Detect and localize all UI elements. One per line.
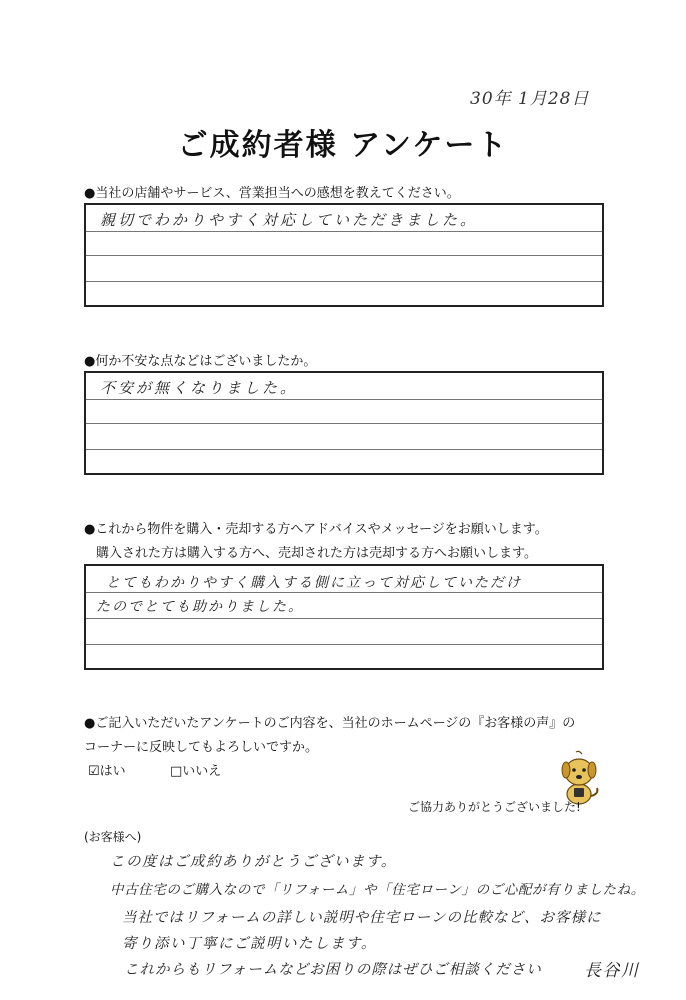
ruled-line [86,399,602,400]
question-3-line-1: ●これから物件を購入・売却する方へアドバイスやメッセージをお願いします。 [84,522,548,537]
ruled-line [86,449,602,450]
question-4-line-2: コーナーに反映してもよろしいですか。 [84,740,319,755]
reply-line-1: この度はご成約ありがとうございます。 [110,854,397,870]
reply-line-4: 寄り添い丁寧にご説明いたします。 [122,936,377,952]
reply-line-3: 当社ではリフォームの詳しい説明や住宅ローンの比較など、お客様に [122,910,602,926]
question-4-line-1: ●ご記入いただいたアンケートのご内容を、当社のホームページの『お客様の声』の [84,716,576,731]
ruled-line [86,281,602,282]
answer-box-3 [84,564,604,670]
ruled-line [86,255,602,256]
answer-box-2 [84,371,604,475]
answer-box-1 [84,203,604,307]
answer-3-line-1: とてもわかりやすく購入する側に立って対応していただけ [106,575,522,591]
question-1: ●当社の店舗やサービス、営業担当への感想を教えてください。 [84,186,460,201]
question-3-line-2: 購入された方は購入する方へ、売却された方は売却する方へお願いします。 [96,546,537,561]
reply-line-5: これからもリフォームなどお困りの際はぜひご相談ください [124,962,542,978]
question-2: ●何か不安な点などはございましたか。 [84,354,317,369]
answer-2-text: 不安が無くなりました。 [100,379,299,397]
answer-3-line-2: たのでとても助かりました。 [96,599,304,615]
ruled-line [86,618,602,619]
consent-no-checkbox[interactable]: □いいえ [170,764,222,779]
ruled-line [86,423,602,424]
reply-line-2: 中古住宅のご購入なので「リフォーム」や「住宅ローン」のご心配が有りましたね。 [110,882,645,898]
ruled-line [86,644,602,645]
consent-yes-checkbox[interactable]: ☑はい [88,764,126,779]
signature: 長谷川 [584,961,640,981]
thanks-message: ご協力ありがとうございました! [408,800,581,814]
ruled-line [86,231,602,232]
answer-1-text: 親切でわかりやすく対応していただきました。 [100,211,479,229]
reply-label: (お客様へ) [84,830,142,844]
ruled-line [86,592,602,593]
page-title: ご成約者様 アンケート [177,128,509,163]
survey-date: 30年 1月28日 [470,89,590,109]
